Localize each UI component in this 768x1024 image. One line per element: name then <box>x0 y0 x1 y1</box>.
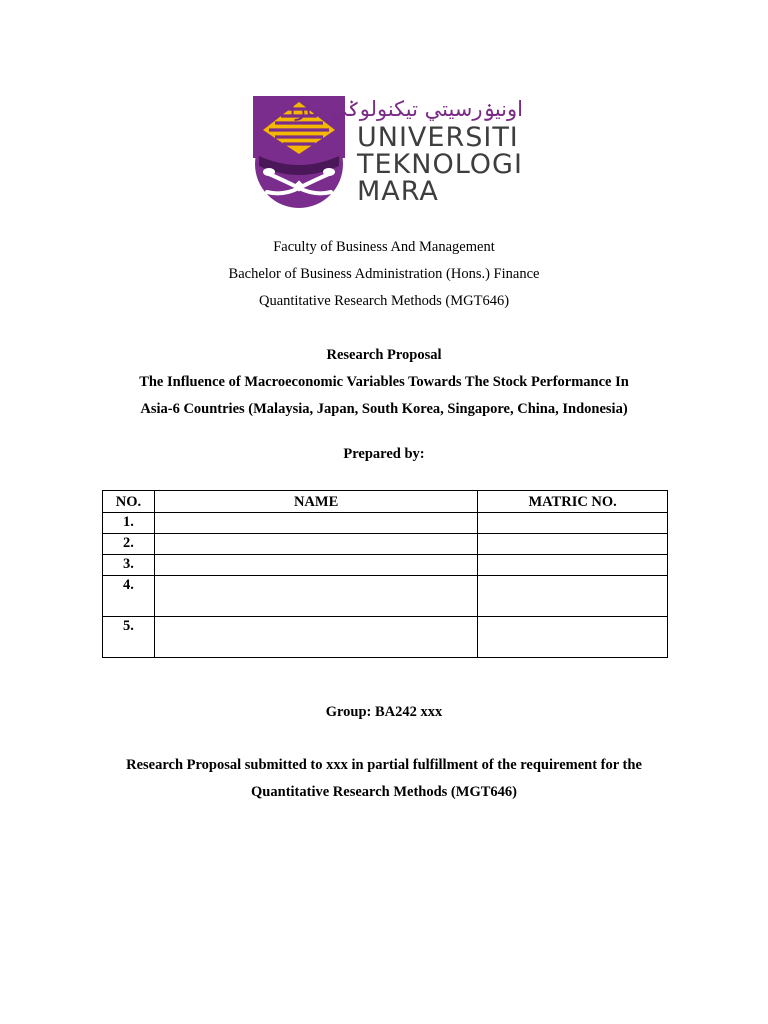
row-no: 4. <box>103 576 155 617</box>
logo-name-line-1: UNIVERSITI <box>357 122 519 153</box>
header-no: NO. <box>103 491 155 513</box>
table-row <box>103 576 668 617</box>
row-no: 2. <box>103 534 155 555</box>
member-table <box>102 490 668 658</box>
uitm-logo <box>253 96 523 208</box>
row-matric-cell <box>478 534 668 555</box>
proposal-title-line-2: Asia-6 Countries (Malaysia, Japan, South Korea, Singapore, China, Indonesia) <box>140 401 628 417</box>
row-no: 1. <box>103 513 155 534</box>
proposal-title-line-1: The Influence of Macroeconomic Variables Towards The Stock Performance In <box>139 374 629 390</box>
table-row <box>103 617 668 658</box>
row-matric-cell <box>478 576 668 617</box>
row-no: 5. <box>103 617 155 658</box>
row-name-cell <box>154 617 477 658</box>
prepared-by-label: Prepared by: <box>343 446 425 462</box>
row-matric-cell <box>478 555 668 576</box>
group-label: Group: BA242 xxx <box>325 704 443 720</box>
submission-line-2: Quantitative Research Methods (MGT646) <box>251 784 517 800</box>
table-row <box>103 513 668 534</box>
row-name-cell <box>154 555 477 576</box>
logo-name-line-2: TEKNOLOGI <box>357 149 523 180</box>
course-line: Quantitative Research Methods (MGT646) <box>258 293 510 309</box>
row-name-cell <box>154 513 477 534</box>
row-name-cell <box>154 576 477 617</box>
row-no: 3. <box>103 555 155 576</box>
submission-line-1: Research Proposal submitted to xxx in partial fulfillment of the requirement for the <box>126 757 642 773</box>
row-matric-cell <box>478 617 668 658</box>
row-matric-cell <box>478 513 668 534</box>
logo-jawi-text: اونيۏرسيتي تيكنولوݢي مارا <box>289 97 523 121</box>
logo-name-line-3: MARA <box>357 176 439 207</box>
table-row <box>103 555 668 576</box>
proposal-label: Research Proposal <box>326 347 442 363</box>
row-name-cell <box>154 534 477 555</box>
faculty-line: Faculty of Business And Management <box>273 239 495 255</box>
table-row <box>103 534 668 555</box>
header-matric: MATRIC NO. <box>478 491 668 513</box>
program-line: Bachelor of Business Administration (Hons.) Finance <box>228 266 540 282</box>
header-name: NAME <box>154 491 477 513</box>
table-header-row <box>103 491 668 513</box>
